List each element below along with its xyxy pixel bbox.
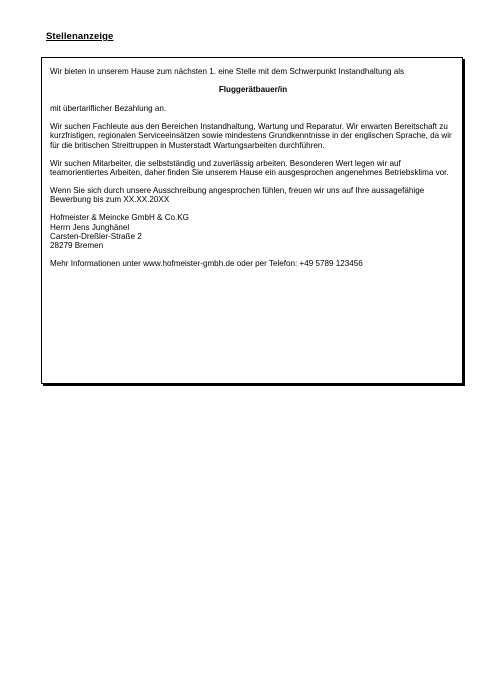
company-name: Hofmeister & Meincke GmbH & Co.KG — [50, 213, 189, 223]
team-paragraph: Wir suchen Mitarbeiter, die selbstständig und zuverlässig arbeiten. Besonderen Wert legen wir auf teamorientiertes Arbeiten, daher finden Sie unserem Hause ein ausgesprochen angenehmes Betriebsklima vor. — [50, 158, 449, 177]
intro-paragraph: Wir bieten in unserem Hause zum nächsten 1. eine Stelle mit dem Schwerpunkt Instandhaltung als — [50, 67, 405, 76]
contact-person: Herrn Jens Junghänel — [50, 222, 130, 232]
document-heading: Stellenanzeige — [46, 31, 114, 42]
salary-paragraph: mit übertariflicher Bezahlung an. — [50, 103, 167, 113]
city-address: 28279 Bremen — [50, 241, 104, 251]
more-info-paragraph: Mehr Informationen unter www.hofmeister-gmbh.de oder per Telefon: +49 5789 123456 — [50, 259, 363, 269]
job-ad-box — [41, 57, 463, 384]
street-address: Carsten-Dreßler-Straße 2 — [50, 232, 142, 242]
requirements-paragraph: Wir suchen Fachleute aus den Bereichen Instandhaltung, Wartung und Reparatur. Wir erwarten Bereitschaft zu kurzfristigen, regionalen Serviceeinsätzen sowie mindestens Grundkenntnisse in der englischen Sprache, da wir für die britischen Streittruppen in Musterstadt Wartungsarbeiten durchführen. — [50, 121, 452, 150]
application-paragraph: Wenn Sie sich durch unsere Ausschreibung angesprochen fühlen, freuen wir uns auf Ihre aussagefähige Bewerbung bis zum XX.XX.20XX — [50, 186, 425, 205]
company-address — [50, 213, 456, 250]
job-title: Fluggerätbauer/in — [218, 85, 288, 95]
